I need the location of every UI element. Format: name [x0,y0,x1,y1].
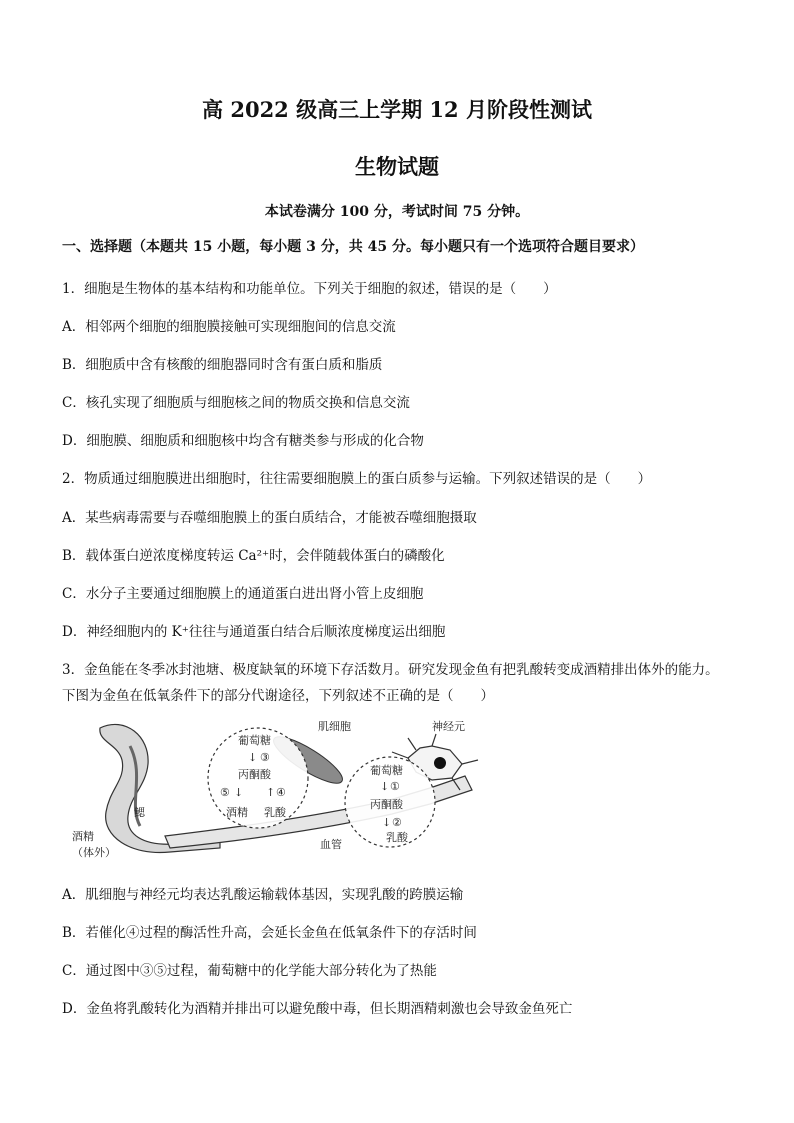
question-2-option-d: D．神经细胞内的 K⁺往往与通道蛋白结合后顺浓度梯度运出细胞 [62,624,446,640]
right-arrow-1: ↓ [380,780,390,793]
question-1-option-c: C．核孔实现了细胞质与细胞核之间的物质交换和信息交流 [62,395,410,411]
gill-label: 鳃 [134,806,145,819]
step-3-label: ③ [260,751,270,764]
alcohol-out-label-line-1: 酒精 [72,830,94,843]
right-arrow-2: ↓ [382,816,392,829]
left-lactate-label: 乳酸 [264,806,286,819]
page-subtitle: 生物试题 [355,154,439,179]
step-4-label: ④ [276,786,286,799]
right-glucose-label: 葡萄糖 [370,764,403,777]
page-title: 高 2022 级高三上学期 12 月阶段性测试 [202,97,592,122]
blood-vessel-label: 血管 [320,838,342,851]
question-1-option-a: A．相邻两个细胞的细胞膜接触可实现细胞间的信息交流 [62,319,396,335]
question-3-option-a: A．肌细胞与神经元均表达乳酸运输载体基因，实现乳酸的跨膜运输 [62,887,464,903]
alcohol-out-label-line-2: （体外） [72,846,116,859]
question-2-option-c: C．水分子主要通过细胞膜上的通道蛋白进出肾小管上皮细胞 [62,586,424,602]
question-1-stem: 1．细胞是生物体的基本结构和功能单位。下列关于细胞的叙述，错误的是（ ） [62,281,557,297]
question-1-option-b: B．细胞质中含有核酸的细胞器同时含有蛋白质和脂质 [62,357,383,373]
left-arrow-4: ↑ [266,786,276,799]
step-5-label: ⑤ [220,786,230,799]
question-3-option-c: C．通过图中③⑤过程，葡萄糖中的化学能大部分转化为了热能 [62,963,437,979]
question-3-option-d: D．金鱼将乳酸转化为酒精并排出可以避免酸中毒，但长期酒精刺激也会导致金鱼死亡 [62,1001,573,1017]
question-1-option-d: D．细胞膜、细胞质和细胞核中均含有糖类参与形成的化合物 [62,433,424,449]
question-3-option-b: B．若催化④过程的酶活性升高，会延长金鱼在低氧条件下的存活时间 [62,925,477,941]
step-2-label: ② [392,816,402,829]
section-heading: 一、选择题（本题共 15 小题，每小题 3 分，共 45 分。每小题只有一个选项符合题目要求） [62,239,644,255]
exam-note: 本试卷满分 100 分，考试时间 75 分钟。 [264,204,530,220]
right-lactate-label: 乳酸 [386,831,408,844]
question-3-stem-line-2: 下图为金鱼在低氧条件下的部分代谢途径，下列叙述不正确的是（ ） [62,688,494,704]
question-3-stem-line-1: 3．金鱼能在冬季冰封池塘、极度缺氧的环境下存活数月。研究发现金鱼有把乳酸转变成酒精排出体外的能力。 [62,662,719,678]
neuron-nucleus [434,757,446,769]
question-2-option-a: A．某些病毒需要与吞噬细胞膜上的蛋白质结合，才能被吞噬细胞摄取 [62,510,477,526]
neuron-label: 神经元 [432,720,465,733]
left-arrow-5: ↓ [234,786,244,799]
question-2-stem: 2．物质通过细胞膜进出细胞时，往往需要细胞膜上的蛋白质参与运输。下列叙述错误的是（ ） [62,471,652,487]
right-pyruvate-label: 丙酮酸 [370,798,403,811]
metabolism-diagram [70,716,495,864]
left-arrow-3: ↓ [248,751,258,764]
left-alcohol-label: 酒精 [226,806,248,819]
muscle-cell-label: 肌细胞 [318,720,351,733]
left-pyruvate-label: 丙酮酸 [238,768,271,781]
step-1-label: ① [390,780,400,793]
left-glucose-label: 葡萄糖 [238,734,271,747]
question-2-option-b: B．载体蛋白逆浓度梯度转运 Ca²⁺时，会伴随载体蛋白的磷酸化 [62,548,445,564]
